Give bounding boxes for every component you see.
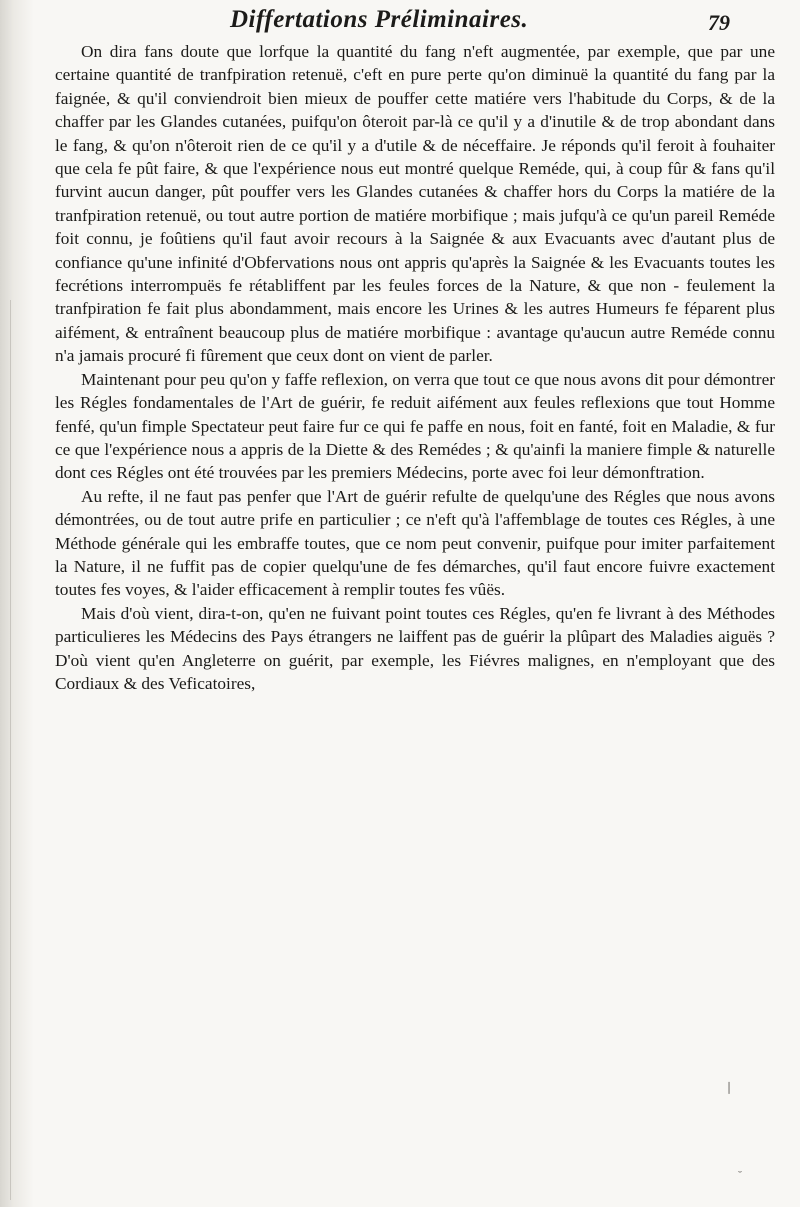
stray-ink-mark-2: ˘	[738, 1168, 742, 1182]
running-title: Differtations Préliminaires.	[230, 6, 529, 33]
binding-edge-line	[10, 300, 11, 1200]
paragraph-1: On dira fans doute que lorfque la quantité du fang n'eft augmentée, par exemple, que par une certaine quantité de tranfpiration retenuë, c'eft en pure perte qu'on diminuë la quantité du fang par la faignée, & qu'il conviendroit bien mieux de pouffer cette matiére vers l'habitude du Corps, & de la chaffer par les Glandes cutanées, puifqu'on ôteroit par-là ce qu'il y a d'inutile & de trop abondant dans le fang, & qu'on n'ôteroit rien de ce qu'il y a d'utile & de néceffaire. Je réponds qu'il feroit à fouhaiter que cela fe pût faire, & que l'expérience nous eut montré quelque Reméde, qui, à coup fûr & fans qu'il furvint aucun danger, pût pouffer vers les Glandes cutanées & chaffer hors du Corps la matiére de la tranfpiration retenuë, ou tout autre portion de matiére morbifique ; mais jufqu'à ce qu'un pareil Reméde foit connu, je foûtiens qu'il faut avoir recours à la Saignée & aux Evacuants avec d'autant plus de confiance qu'une infinité d'Obfervations nous ont appris qu'après la Saignée & les Evacuants toutes les fecrétions interrompuës fe rétabliffent par les feules forces de la Nature, & que non - feulement la tranfpiration fe fait plus abondamment, mais encore les Urines & les autres Humeurs fe féparent plus aifément, & entraînent beaucoup plus de matiére morbifique : avantage qu'aucun autre Reméde connu n'a jamais procuré fi fûrement que ceux dont on vient de parler.	[55, 42, 775, 366]
paragraph-3: Au refte, il ne faut pas penfer que l'Art de guérir refulte de quelqu'une des Régles que nous avons démontrées, ou de tout autre prife en particulier ; ce n'eft qu'à l'affemblage de toutes ces Régles, à une Méthode générale qui les embraffe toutes, que ce nom peut convenir, puifque pour imiter parfaitement la Nature, il ne fuffit pas de copier quelqu'une de fes démarches, qu'il faut encore fuivre exactement toutes fes voyes, & l'aider efficacement à remplir toutes fes vûës.	[55, 486, 775, 600]
body-text	[55, 40, 775, 695]
stray-ink-mark: ❘	[724, 1080, 735, 1094]
paragraph-4: Mais d'où vient, dira-t-on, qu'en ne fuivant point toutes ces Régles, qu'en fe livrant à des Méthodes particulieres les Médecins des Pays étrangers ne laiffent pas de guérir la plûpart des Maladies aiguës ? D'où vient qu'en Angleterre on guérit, par exemple, les Fiévres malignes, en n'employant que des Cordiaux & des Veficatoires,	[55, 603, 775, 693]
page-number: 79	[708, 10, 730, 35]
page-header	[130, 6, 730, 40]
paragraph-2: Maintenant pour peu qu'on y faffe reflexion, on verra que tout ce que nous avons dit pour démontrer les Régles fondamentales de l'Art de guérir, fe reduit aifément aux feules reflexions que tout Homme fenfé, qu'un fimple Spectateur peut faire fur ce qui fe paffe en nous, foit en fanté, foit en Maladie, & fur ce que l'expérience nous a appris de la Diette & des Remédes ; & qu'ainfi la maniere fimple & naturelle dont ces Régles ont été trouvées par les premiers Médecins, porte avec foi leur démonftration.	[55, 369, 775, 483]
binding-shadow	[0, 0, 34, 1207]
